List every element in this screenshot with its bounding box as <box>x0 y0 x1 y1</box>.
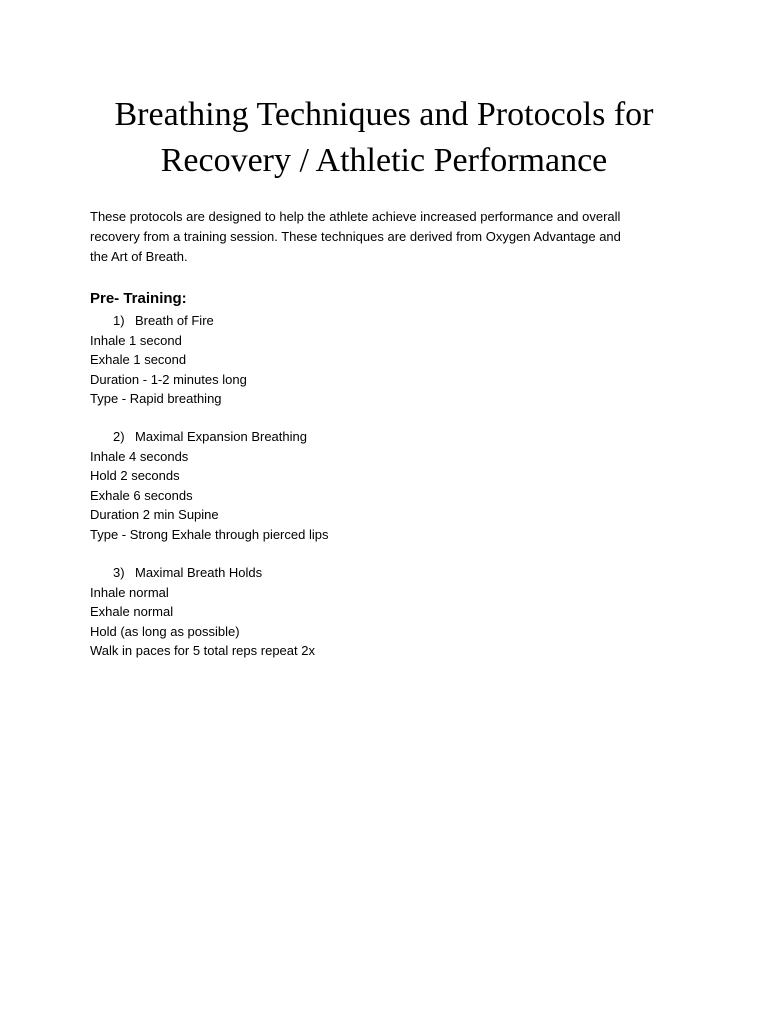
document-title <box>40 92 728 184</box>
intro-line: recovery from a training session. These techniques are derived from Oxygen Advantage and <box>90 229 621 244</box>
protocol-number: 1) <box>113 313 125 328</box>
protocol-detail: Type - Strong Exhale through pierced lips <box>90 526 329 542</box>
protocol-detail: Walk in paces for 5 total reps repeat 2x <box>90 643 315 658</box>
protocol-detail: Duration - 1-2 minutes long <box>90 371 247 387</box>
intro-line: the Art of Breath. <box>90 249 188 264</box>
protocol-title <box>90 311 690 331</box>
protocol-detail: Type - Rapid breathing <box>90 391 222 406</box>
title-line: Breathing Techniques and Protocols for <box>114 96 654 133</box>
section-heading-pre-training: Pre- Training: <box>90 290 187 307</box>
protocol-title <box>90 563 690 583</box>
intro-paragraph <box>90 207 690 267</box>
protocol-detail: Inhale 1 second <box>90 332 182 348</box>
protocol-detail: Exhale 6 seconds <box>90 487 193 503</box>
protocol-name: Maximal Expansion Breathing <box>135 429 307 444</box>
protocol-detail: Duration 2 min Supine <box>90 507 219 522</box>
protocol-detail: Inhale 4 seconds <box>90 448 189 464</box>
protocol-detail: Hold 2 seconds <box>90 468 180 483</box>
protocol-maximal-breath-holds <box>90 563 690 661</box>
protocol-name: Maximal Breath Holds <box>135 565 263 580</box>
protocol-name: Breath of Fire <box>135 313 214 328</box>
protocol-breath-of-fire <box>90 311 690 409</box>
protocol-detail: Hold (as long as possible) <box>90 623 240 639</box>
protocol-detail: Inhale normal <box>90 584 169 600</box>
protocol-detail: Exhale normal <box>90 604 174 619</box>
protocol-detail: Exhale 1 second <box>90 352 187 367</box>
protocol-maximal-expansion-breathing <box>90 427 690 544</box>
protocol-title <box>90 427 690 447</box>
intro-line: These protocols are designed to help the athlete achieve increased performance and overall <box>90 209 621 224</box>
title-line: Recovery / Athletic Performance <box>160 142 608 179</box>
protocol-number: 2) <box>113 429 125 444</box>
protocol-number: 3) <box>113 565 125 580</box>
